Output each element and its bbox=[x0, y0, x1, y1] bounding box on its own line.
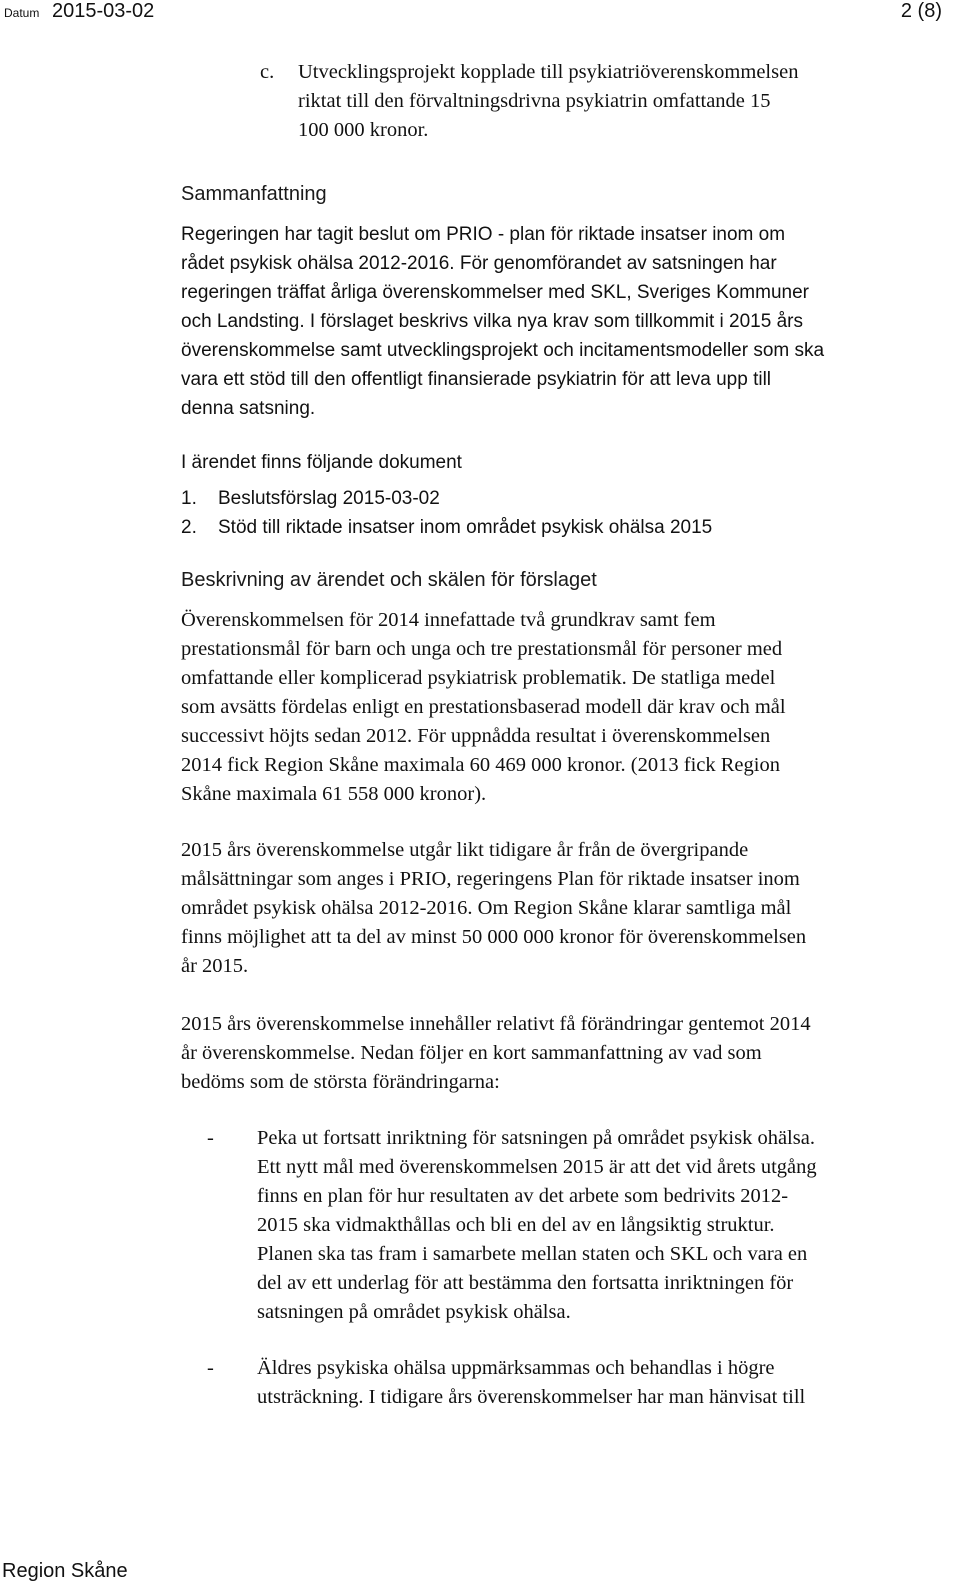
document-item bbox=[181, 484, 956, 513]
description-paragraph-2 bbox=[181, 836, 956, 981]
item-number: 2. bbox=[181, 517, 197, 538]
summary-heading: Sammanfattning bbox=[181, 183, 327, 205]
list-item-line: 100 000 kronor. bbox=[298, 119, 429, 141]
paragraph-line: år överenskommelse. Nedan följer en kort sammanfattning av vad som bbox=[181, 1042, 762, 1064]
paragraph-line: Överenskommelsen för 2014 innefattade två grundkrav samt fem bbox=[181, 609, 716, 631]
description-paragraph-1 bbox=[181, 606, 956, 809]
item-text: Stöd till riktade insatser inom området psykisk ohälsa 2015 bbox=[218, 517, 713, 538]
paragraph-line: år 2015. bbox=[181, 955, 249, 977]
description-paragraph-3 bbox=[181, 1010, 956, 1097]
paragraph-line: målsättningar som anges i PRIO, regeringens Plan för riktade insatser inom bbox=[181, 868, 800, 890]
bullet-item bbox=[207, 1354, 952, 1412]
paragraph-line: 2014 fick Region Skåne maximala 60 469 000 kronor. (2013 fick Region bbox=[181, 754, 780, 776]
bullet-line: finns en plan för hur resultaten av det arbete som bedrivits 2012- bbox=[257, 1185, 789, 1207]
bullet-line: Äldres psykiska ohälsa uppmärksammas och behandlas i högre bbox=[257, 1357, 775, 1379]
bullet-line: utsträckning. I tidigare års överenskommelser har man hänvisat till bbox=[257, 1386, 806, 1408]
paragraph-line: bedöms som de största förändringarna: bbox=[181, 1071, 500, 1093]
paragraph-line: denna satsning. bbox=[181, 398, 316, 419]
paragraph-line: Regeringen har tagit beslut om PRIO - plan för riktade insatser inom om bbox=[181, 224, 786, 245]
bullet-text bbox=[207, 1124, 952, 1327]
paragraph-line: 2015 års överenskommelse innehåller relativt få förändringar gentemot 2014 bbox=[181, 1013, 811, 1035]
description-heading: Beskrivning av ärendet och skälen för förslaget bbox=[181, 569, 597, 591]
bullet-line: 2015 ska vidmakthållas och bli en del av en långsiktig struktur. bbox=[257, 1214, 775, 1236]
paragraph-line: rådet psykisk ohälsa 2012-2016. För genomförandet av satsningen har bbox=[181, 253, 777, 274]
document-item bbox=[181, 513, 956, 542]
paragraph-line: vara ett stöd till den offentligt finansierade psykiatrin för att leva upp till bbox=[181, 369, 772, 390]
paragraph-line: prestationsmål för barn och unga och tre prestationsmål för personer med bbox=[181, 638, 783, 660]
paragraph-line: området psykisk ohälsa 2012-2016. Om Region Skåne klarar samtliga mål bbox=[181, 897, 792, 919]
bullet-item bbox=[207, 1124, 952, 1327]
documents-list bbox=[181, 484, 956, 542]
paragraph-line: Skåne maximala 61 558 000 kronor). bbox=[181, 783, 487, 805]
bullet-line: Peka ut fortsatt inriktning för satsningen på området psykisk ohälsa. bbox=[257, 1127, 815, 1149]
documents-intro: I ärendet finns följande dokument bbox=[181, 452, 462, 473]
paragraph-line: finns möjlighet att ta del av minst 50 000 000 kronor för överenskommelsen bbox=[181, 926, 807, 948]
bullet-text bbox=[207, 1354, 952, 1412]
list-marker: c. bbox=[260, 61, 275, 83]
bullet-line: del av ett underlag för att bestämma den fortsatta inriktningen för bbox=[257, 1272, 794, 1294]
bullet-line: Ett nytt mål med överenskommelsen 2015 är att det vid årets utgång bbox=[257, 1156, 817, 1178]
list-item-line: Utvecklingsprojekt kopplade till psykiatriöverenskommelsen bbox=[298, 61, 799, 83]
paragraph-line: överenskommelse samt utvecklingsprojekt och incitamentsmodeller som ska bbox=[181, 340, 825, 361]
bullet-dash: - bbox=[207, 1357, 214, 1379]
item-text: Beslutsförslag 2015-03-02 bbox=[218, 488, 440, 509]
list-item-c bbox=[260, 58, 958, 145]
paragraph-line: och Landsting. I förslaget beskrivs vilka nya krav som tillkommit i 2015 års bbox=[181, 311, 803, 332]
paragraph-line: som avsätts fördelas enligt en prestationsbaserad modell där krav och mål bbox=[181, 696, 786, 718]
bullet-line: satsningen på området psykisk ohälsa. bbox=[257, 1301, 571, 1323]
paragraph-line: 2015 års överenskommelse utgår likt tidigare år från de övergripande bbox=[181, 839, 749, 861]
paragraph-line: omfattande eller komplicerad psykiatrisk problematik. De statliga medel bbox=[181, 667, 776, 689]
date-label: Datum bbox=[4, 6, 40, 20]
page-number: 2 (8) bbox=[900, 0, 942, 22]
summary-paragraph bbox=[181, 220, 956, 423]
bullet-line: Planen ska tas fram i samarbete mellan staten och SKL och vara en bbox=[257, 1243, 808, 1265]
footer-organization: Region Skåne bbox=[2, 1560, 128, 1582]
paragraph-line: regeringen träffat årliga överenskommelser med SKL, Sveriges Kommuner bbox=[181, 282, 809, 303]
paragraph-line: successivt höjts sedan 2012. För uppnådda resultat i överenskommelsen bbox=[181, 725, 771, 747]
document-date: 2015-03-02 bbox=[52, 0, 155, 22]
item-number: 1. bbox=[181, 488, 197, 509]
bullet-dash: - bbox=[207, 1127, 214, 1149]
list-item-line: riktat till den förvaltningsdrivna psykiatrin omfattande 15 bbox=[298, 90, 771, 112]
